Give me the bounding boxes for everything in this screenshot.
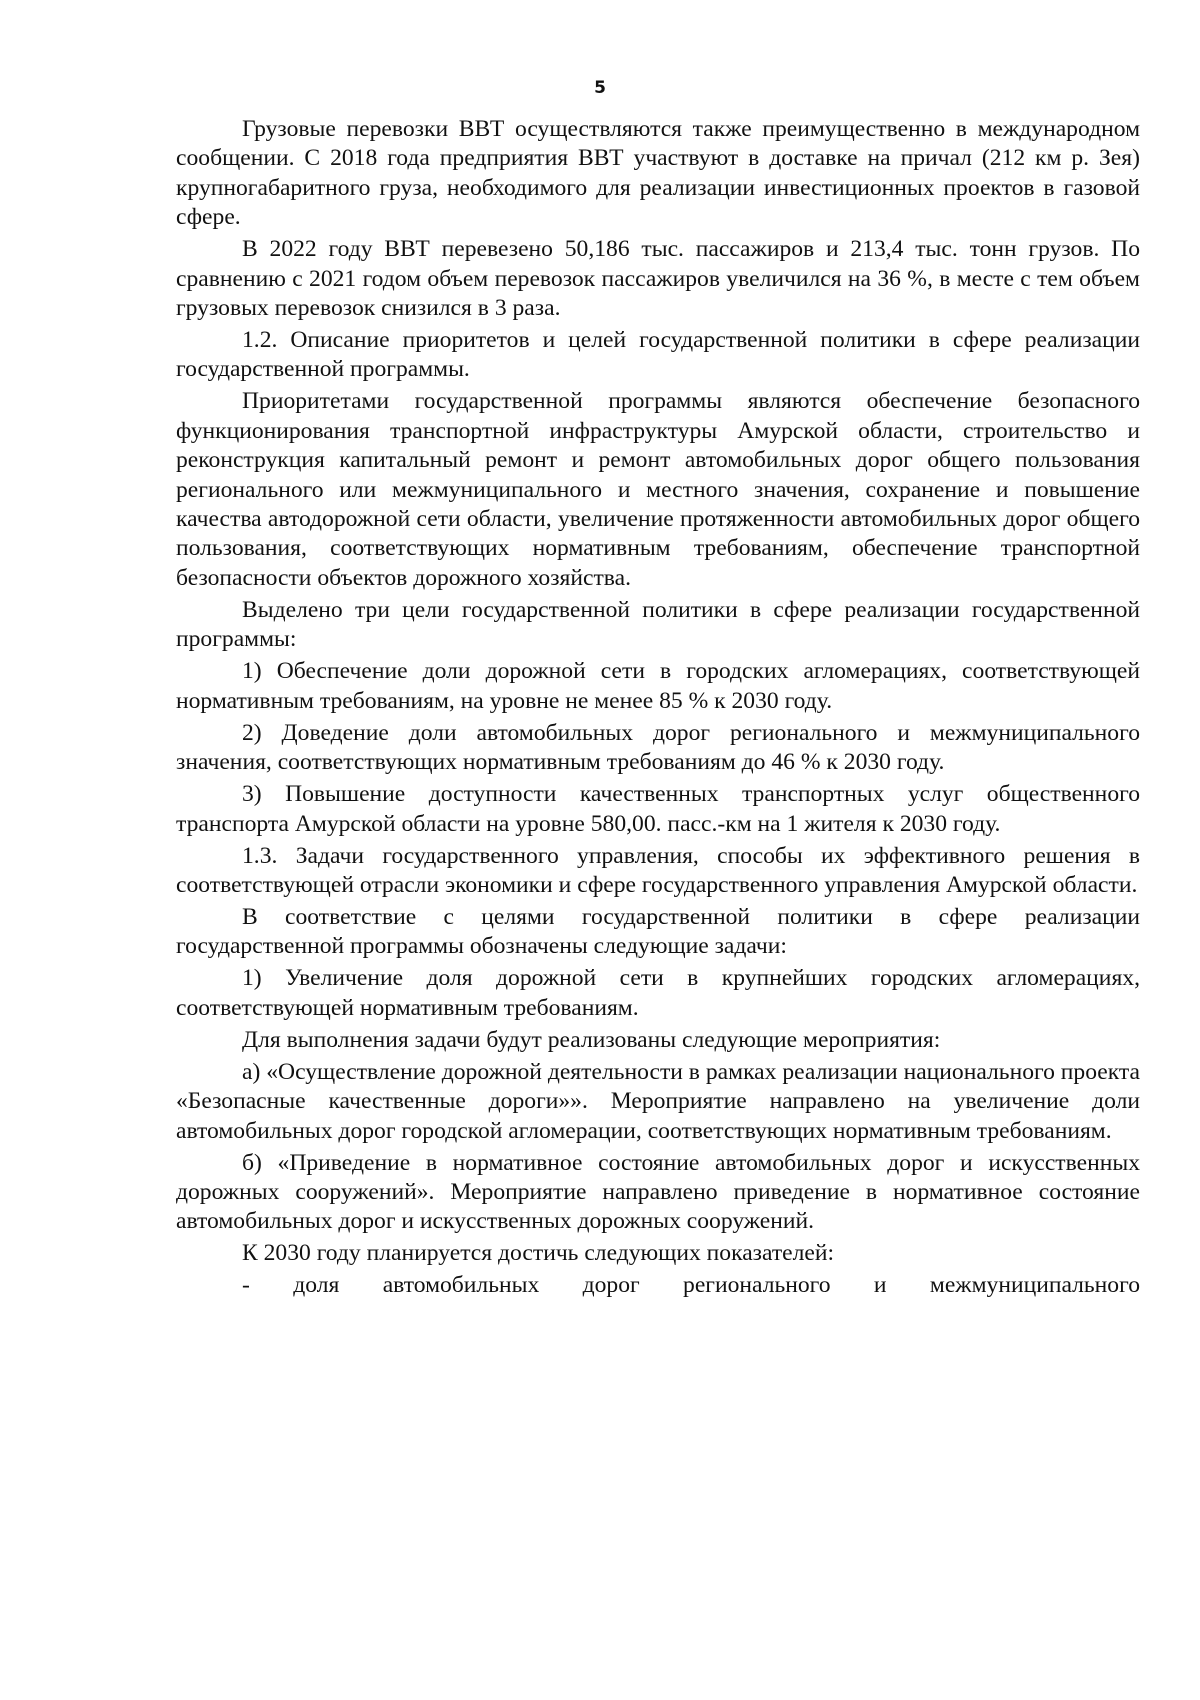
target-item-1: - доля автомобильных дорог регионального и межмуниципального (242, 1272, 1140, 1299)
document-body (176, 115, 1140, 1303)
section-heading-1-2: 1.2. Описание приоритетов и целей государственной политики в сфере реализации государственной программы. (176, 327, 1140, 383)
page-number: 5 (594, 78, 606, 98)
measure-item-a: а) «Осуществление дорожной деятельности в рамках реализации национального проекта «Безопасные качественные дороги»». Мероприятие направлено на увеличение доли автомобильных дорог городской агломерации, соответствующих нормативным требованиям. (176, 1058, 1140, 1144)
measure-item-b: б) «Приведение в нормативное состояние автомобильных дорог и искусственных дорожных сооружений». Мероприятие направлено приведение в нормативное состояние автомобильных дорог и искусственных дорожных сооружений. (176, 1149, 1140, 1235)
section-heading-1-3: 1.3. Задачи государственного управления, способы их эффективного решения в соответствующей отрасли экономики и сфере государственного управления Амурской области. (176, 842, 1140, 898)
paragraph-tasks-intro: В соответствие с целями государственной политики в сфере реализации государственной программы обозначены следующие задачи: (176, 903, 1140, 960)
paragraph-targets-intro: К 2030 году планируется достичь следующих показателей: (242, 1240, 835, 1267)
paragraph-measures-intro: Для выполнения задачи будут реализованы следующие мероприятия: (242, 1026, 941, 1053)
goal-item-2: 2) Доведение доли автомобильных дорог регионального и межмуниципального значения, соответствующих нормативным требованиям до 46 % к 2030 году. (176, 719, 1140, 776)
paragraph-priorities: Приоритетами государственной программы являются обеспечение безопасного функционирования транспортной инфраструктуры Амурской области, строительство и реконструкция капитальный ремонт и ремонт автомобильных дорог общего пользования регионального или межмуниципального и местного значения, сохранение и повышение качества автодорожной сети области, увеличение протяженности автомобильных дорог общего пользования, соответствующих нормативным требованиям, обеспечение транспортной безопасности объектов дорожного хозяйства. (176, 388, 1140, 591)
paragraph-2022-statistics: В 2022 году ВВТ перевезено 50,186 тыс. пассажиров и 213,4 тыс. тонн грузов. По сравнению с 2021 годом объем перевозок пассажиров увеличился на 36 %, в месте с тем объем грузовых перевозок снизился в 3 раза. (176, 236, 1140, 322)
paragraph-river-cargo: Грузовые перевозки ВВТ осуществляются также преимущественно в международном сообщении. С 2018 года предприятия ВВТ участвуют в доставке на причал (212 км р. Зея) крупногабаритного груза, необходимого для реализации инвестиционных проектов в газовой сфере. (176, 116, 1140, 231)
goal-item-1: 1) Обеспечение доли дорожной сети в городских агломерациях, соответствующей нормативным требованиям, на уровне не менее 85 % к 2030 году. (176, 658, 1140, 714)
task-item-1: 1) Увеличение доля дорожной сети в крупнейших городских агломерациях, соответствующей нормативным требованиям. (176, 965, 1140, 1021)
goal-item-3: 3) Повышение доступности качественных транспортных услуг общественного транспорта Амурской области на уровне 580,00. пасс.-км на 1 жителя к 2030 году. (176, 781, 1140, 837)
paragraph-goals-intro: Выделено три цели государственной политики в сфере реализации государственной программы: (176, 596, 1140, 653)
